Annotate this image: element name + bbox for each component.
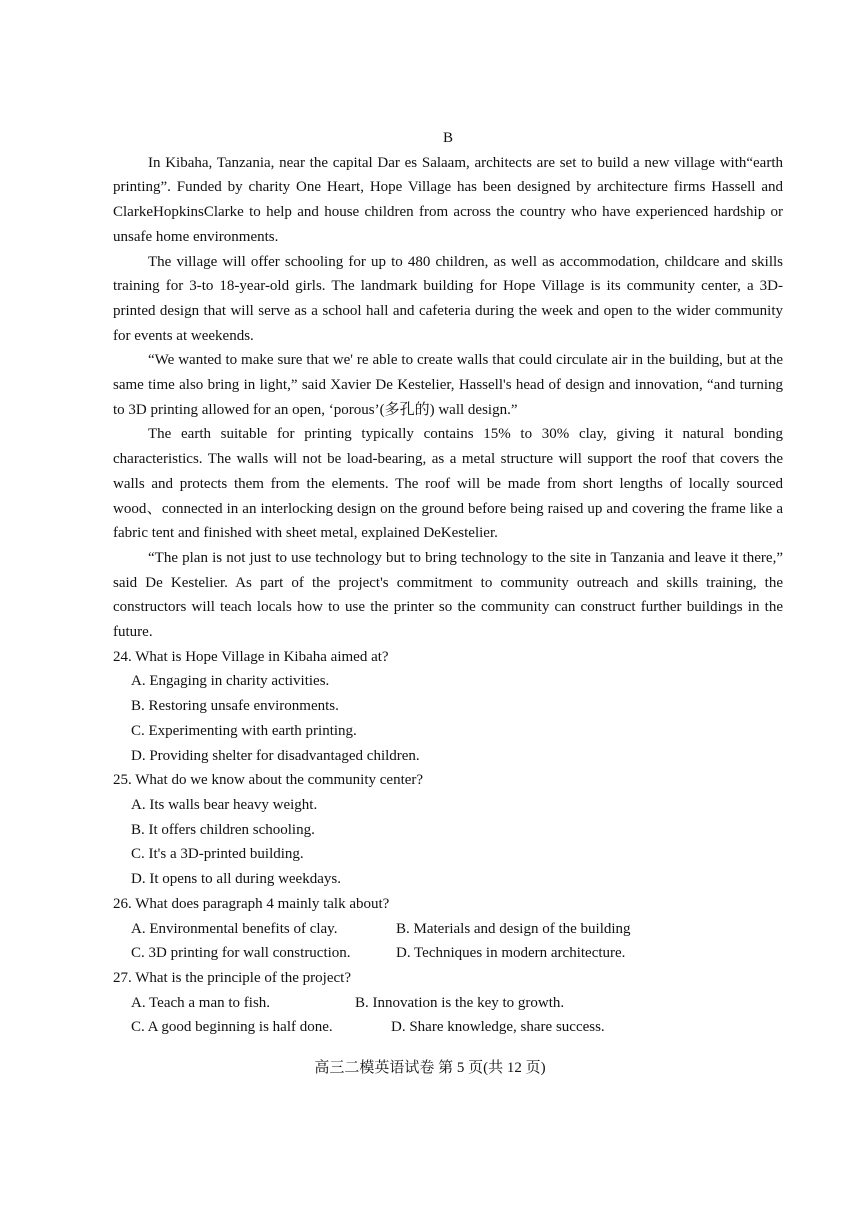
question-25 — [113, 768, 783, 892]
question-26 — [113, 892, 783, 966]
passage — [113, 151, 783, 645]
option-a: A. Teach a man to fish. — [131, 994, 271, 1011]
option-a: A. Environmental benefits of clay. — [131, 920, 338, 937]
option-d: D. Techniques in modern architecture. — [396, 945, 626, 962]
option-a: A. Engaging in charity activities. — [131, 673, 330, 690]
question-stem: 26. What does paragraph 4 mainly talk about? — [113, 895, 390, 912]
option-d: D. Share knowledge, share success. — [391, 1019, 605, 1036]
question-stem: 27. What is the principle of the project? — [113, 969, 351, 986]
option-d: D. Providing shelter for disadvantaged children. — [131, 747, 420, 764]
page-footer: 高三二模英语试卷 第 5 页(共 12 页) — [314, 1060, 546, 1076]
option-b: B. Innovation is the key to growth. — [355, 994, 565, 1011]
paragraph-2: The village will offer schooling for up to 480 children, as well as accommodation, childcare and skills training for 3-to 18-year-old girls. The landmark building for Hope Village is its community center, a 3D-printed design that will serve as a school hall and cafeteria during the week and open to the wider community for events at weekends. — [113, 253, 783, 344]
option-c: C. 3D printing for wall construction. — [131, 945, 351, 962]
option-c: C. A good beginning is half done. — [131, 1019, 333, 1036]
question-stem: 24. What is Hope Village in Kibaha aimed at? — [113, 648, 389, 665]
option-a: A. Its walls bear heavy weight. — [131, 796, 318, 813]
section-label: B — [442, 130, 453, 146]
reading-section — [113, 126, 783, 1040]
option-c: C. It's a 3D-printed building. — [131, 846, 304, 863]
question-stem: 25. What do we know about the community center? — [113, 772, 424, 789]
option-b: B. It offers children schooling. — [131, 821, 315, 838]
question-24 — [113, 645, 783, 769]
paragraph-4: The earth suitable for printing typically contains 15% to 30% clay, giving it natural bonding characteristics. The walls will not be load-bearing, as a metal structure will support the roof that covers the walls and protects them from the elements. The roof will be made from short lengths of locally sourced wood、connected in an interlocking design on the ground before being raised up and covering the frame like a fabric tent and finished with sheet metal, explained DeKestelier. — [113, 426, 783, 542]
option-d: D. It opens to all during weekdays. — [131, 871, 341, 888]
paragraph-1: In Kibaha, Tanzania, near the capital Dar es Salaam, architects are set to build a new village with“earth printing”. Funded by charity One Heart, Hope Village has been designed by architecture firms Hassell and ClarkeHopkinsClarke to help and house children from across the country who have experienced hardship or unsafe home environments. — [113, 154, 783, 245]
paragraph-5: “The plan is not just to use technology but to bring technology to the site in Tanzania and leave it there,” said De Kestelier. As part of the project's commitment to community outreach and skills training, the constructors will teach locals how to use the printer so the community can construct further buildings in the future. — [113, 549, 783, 641]
option-c: C. Experimenting with earth printing. — [131, 722, 357, 739]
option-b: B. Materials and design of the building — [396, 920, 631, 937]
option-b: B. Restoring unsafe environments. — [131, 698, 339, 715]
question-27 — [113, 966, 783, 1040]
paragraph-3: “We wanted to make sure that we' re able to create walls that could circulate air in the building, but at the same time also bring in light,” said Xavier De Kestelier, Hassell's head of design and innovation, “and turning to 3D printing allowed for an open, ‘porous’(多孔的) wall design.” — [113, 352, 783, 418]
